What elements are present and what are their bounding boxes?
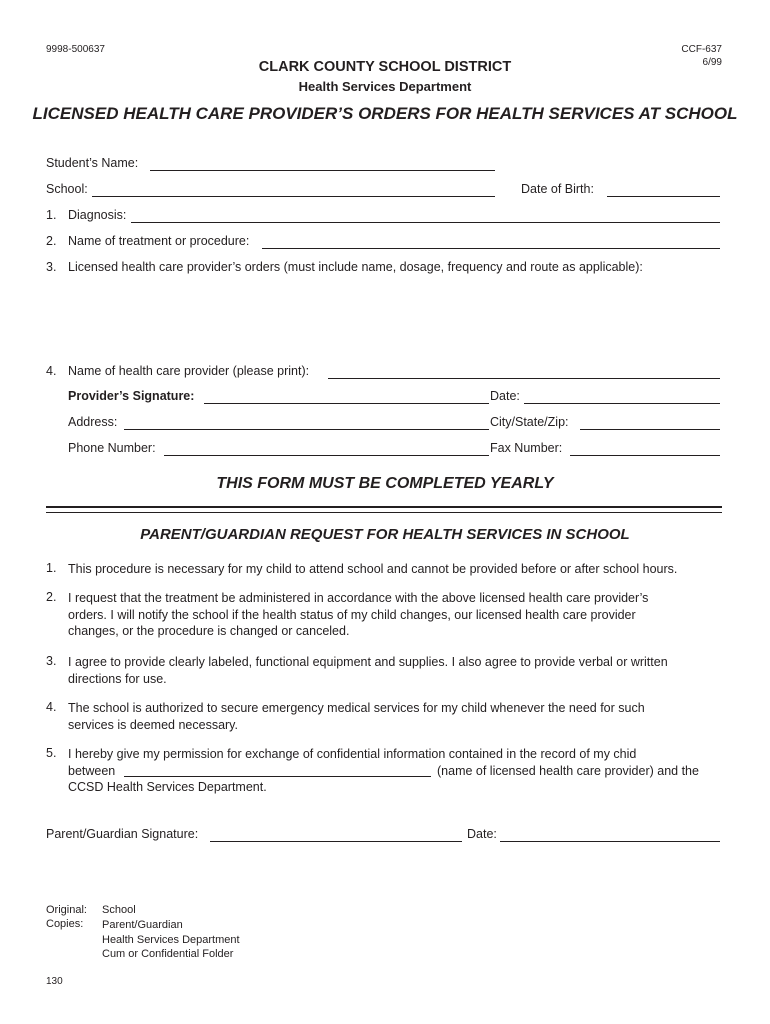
parent-item3-text — [68, 654, 668, 687]
parent-item1-number: 1. — [46, 561, 57, 575]
phone-field[interactable] — [164, 455, 489, 456]
provider-signature-label: Provider’s Signature: — [68, 389, 195, 403]
fax-label: Fax Number: — [490, 441, 563, 455]
diagnosis-label: Diagnosis: — [68, 208, 127, 222]
form-date: 6/99 — [702, 57, 722, 68]
school-label: School: — [46, 182, 88, 196]
city-state-zip-field[interactable] — [580, 429, 720, 430]
parent-item2-line: orders. I will notify the school if the health status of my child changes, our licensed health care provider — [68, 607, 636, 622]
parent-item3-line: I agree to provide clearly labeled, functional equipment and supplies. I also agree to provide verbal or written — [68, 655, 668, 669]
copy-recipient: Cum or Confidential Folder — [102, 948, 234, 960]
original-label: Original: — [46, 904, 87, 916]
provider-date-label: Date: — [490, 389, 520, 403]
page-number: 130 — [46, 976, 63, 987]
parent-section-title: PARENT/GUARDIAN REQUEST FOR HEALTH SERVICES IN SCHOOL — [140, 526, 630, 543]
orders-field[interactable] — [68, 280, 720, 360]
parent-item4-line: services is deemed necessary. — [68, 717, 238, 732]
form-number: 9998-500637 — [46, 44, 105, 55]
item3-number: 3. — [46, 260, 57, 274]
department-name: Health Services Department — [298, 79, 472, 94]
address-label: Address: — [68, 415, 118, 429]
original-value: School — [102, 904, 136, 916]
student-name-field[interactable] — [150, 170, 495, 171]
form-title: LICENSED HEALTH CARE PROVIDER’S ORDERS FOR HEALTH SERVICES AT SCHOOL — [32, 104, 738, 123]
copies-label: Copies: — [46, 918, 84, 930]
address-field[interactable] — [124, 429, 489, 430]
district-name: CLARK COUNTY SCHOOL DISTRICT — [258, 59, 512, 75]
parent-signature-field[interactable] — [210, 841, 462, 842]
parent-item2-text — [68, 590, 648, 640]
treatment-field[interactable] — [262, 248, 720, 249]
yearly-notice: THIS FORM MUST BE COMPLETED YEARLY — [216, 475, 554, 492]
dob-field[interactable] — [607, 196, 720, 197]
diagnosis-field[interactable] — [131, 222, 720, 223]
student-name-label: Student’s Name: — [46, 156, 139, 170]
parent-date-field[interactable] — [500, 841, 720, 842]
parent-item2-line: I request that the treatment be administered in accordance with the above licensed health care provider’s — [68, 591, 649, 605]
parent-item1-line: This procedure is necessary for my child to attend school and cannot be provided before or after school hours. — [68, 562, 678, 576]
parent-date-label: Date: — [467, 827, 497, 841]
parent-item4-number: 4. — [46, 700, 57, 714]
section-divider-thick — [46, 506, 722, 508]
parent-item5-line3: CCSD Health Services Department. — [68, 780, 267, 794]
form-code: CCF-637 — [681, 44, 722, 55]
copies-list — [102, 918, 240, 962]
parent-item2-number: 2. — [46, 590, 57, 604]
item2-number: 2. — [46, 234, 57, 248]
treatment-label: Name of treatment or procedure: — [68, 234, 250, 248]
item1-number: 1. — [46, 208, 57, 222]
parent-item1-text — [68, 561, 677, 578]
parent-item2-line: changes, or the procedure is changed or canceled. — [68, 624, 350, 638]
provider-name-label: Name of health care provider (please print): — [68, 364, 310, 378]
parent-item5-between: between — [68, 764, 116, 778]
item4-number: 4. — [46, 364, 57, 378]
orders-label: Licensed health care provider’s orders (must include name, dosage, frequency and route as applicable): — [68, 260, 643, 274]
provider-signature-field[interactable] — [204, 403, 489, 404]
fax-field[interactable] — [570, 455, 720, 456]
parent-item3-number: 3. — [46, 654, 57, 668]
copy-recipient: Health Services Department — [102, 933, 240, 946]
parent-item4-line: The school is authorized to secure emergency medical services for my child whenever the need for such — [68, 701, 645, 715]
parent-item4-text — [68, 700, 645, 733]
copy-recipient: Parent/Guardian — [102, 919, 183, 931]
provider-name-field[interactable] — [328, 378, 720, 379]
provider-date-field[interactable] — [524, 403, 720, 404]
school-field[interactable] — [92, 196, 495, 197]
parent-signature-label: Parent/Guardian Signature: — [46, 827, 199, 841]
parent-item5-after: (name of licensed health care provider) and the — [437, 764, 699, 778]
section-divider-thin — [46, 512, 722, 513]
dob-label: Date of Birth: — [521, 182, 594, 196]
parent-item5-number: 5. — [46, 746, 57, 760]
parent-item3-line: directions for use. — [68, 671, 167, 686]
phone-label: Phone Number: — [68, 441, 156, 455]
city-state-zip-label: City/State/Zip: — [490, 415, 569, 429]
parent-item5-line1: I hereby give my permission for exchange of confidential information contained in the record of my chid — [68, 747, 637, 761]
exchange-provider-field[interactable] — [124, 776, 431, 777]
